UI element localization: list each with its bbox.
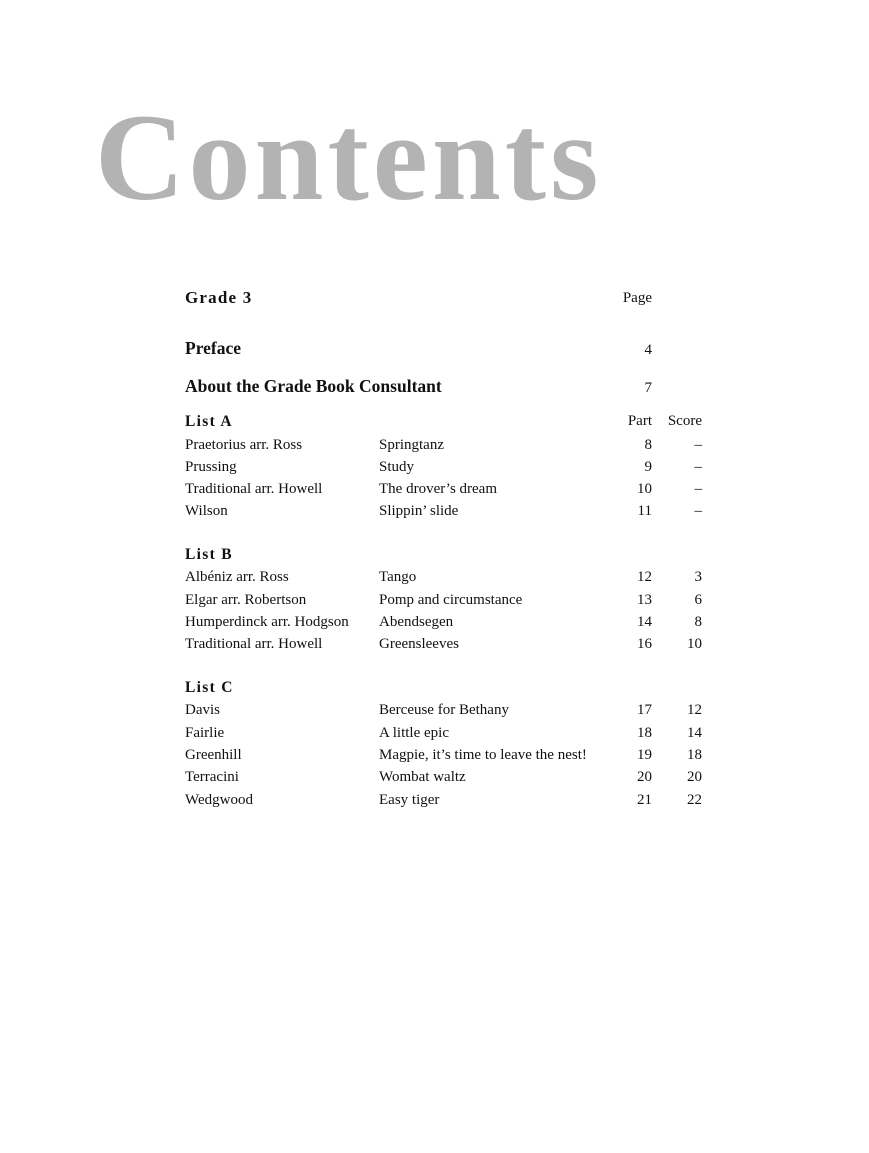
- part-page: 21: [637, 792, 652, 808]
- composer: Traditional arr. Howell: [185, 481, 323, 497]
- piece-title: Slippin’ slide: [379, 503, 459, 519]
- score-page: 6: [694, 592, 702, 608]
- composer: Prussing: [185, 459, 237, 475]
- composer: Greenhill: [185, 747, 242, 763]
- score-page: 10: [687, 636, 702, 652]
- toc-entry-preface[interactable]: Preface: [185, 338, 242, 358]
- part-page: 8: [644, 437, 652, 453]
- score-page: 20: [687, 769, 702, 785]
- part-page: 12: [637, 569, 652, 585]
- composer: Albéniz arr. Ross: [185, 569, 289, 585]
- composer: Humperdinck arr. Hodgson: [185, 614, 349, 630]
- table-row[interactable]: [0, 726, 869, 748]
- composer: Wilson: [185, 503, 228, 519]
- list-heading-a: List A: [185, 413, 233, 430]
- piece-title: Springtanz: [379, 437, 444, 453]
- table-row[interactable]: [0, 460, 869, 482]
- page-column-heading: Page: [622, 290, 652, 306]
- toc-page-consultant: 7: [644, 380, 652, 396]
- score-page: 8: [694, 614, 702, 630]
- toc-entry-consultant[interactable]: About the Grade Book Consultant: [185, 376, 442, 396]
- part-page: 13: [637, 592, 652, 608]
- piece-title: Magpie, it’s time to leave the nest!: [379, 747, 587, 763]
- part-page: 10: [637, 481, 652, 497]
- piece-title: Berceuse for Bethany: [379, 702, 509, 718]
- part-page: 14: [637, 614, 652, 630]
- piece-title: The drover’s dream: [379, 481, 498, 497]
- piece-title: Tango: [379, 569, 417, 585]
- score-page: 14: [687, 725, 702, 741]
- table-row[interactable]: [0, 793, 869, 815]
- list-heading-c: List C: [185, 679, 234, 696]
- table-row[interactable]: [0, 615, 869, 637]
- composer: Praetorius arr. Ross: [185, 437, 303, 453]
- part-page: 19: [637, 747, 652, 763]
- table-row[interactable]: [0, 570, 869, 592]
- page-title: Contents: [95, 89, 603, 226]
- table-row[interactable]: [0, 770, 869, 792]
- part-page: 18: [637, 725, 652, 741]
- score-page: –: [694, 503, 702, 519]
- score-page: –: [694, 437, 702, 453]
- composer: Davis: [185, 702, 220, 718]
- score-column-heading: Score: [667, 413, 702, 429]
- table-row[interactable]: [0, 637, 869, 659]
- composer: Traditional arr. Howell: [185, 636, 323, 652]
- score-page: 12: [687, 702, 702, 718]
- composer: Fairlie: [185, 725, 225, 741]
- part-page: 11: [637, 503, 652, 519]
- piece-title: Easy tiger: [379, 792, 440, 808]
- composer: Terracini: [185, 769, 239, 785]
- table-row[interactable]: [0, 482, 869, 504]
- list-heading-b: List B: [185, 546, 233, 563]
- piece-title: A little epic: [379, 725, 449, 741]
- piece-title: Pomp and circumstance: [379, 592, 523, 608]
- table-row[interactable]: [0, 703, 869, 725]
- score-page: –: [694, 459, 702, 475]
- table-row[interactable]: [0, 748, 869, 770]
- part-page: 9: [644, 459, 652, 475]
- table-row[interactable]: [0, 438, 869, 460]
- score-page: –: [694, 481, 702, 497]
- toc-page-preface: 4: [644, 342, 652, 358]
- composer: Elgar arr. Robertson: [185, 592, 307, 608]
- piece-title: Wombat waltz: [379, 769, 466, 785]
- table-row[interactable]: [0, 593, 869, 615]
- piece-title: Greensleeves: [379, 636, 459, 652]
- score-page: 3: [694, 569, 702, 585]
- part-page: 17: [637, 702, 652, 718]
- table-row[interactable]: [0, 504, 869, 526]
- piece-title: Abendsegen: [379, 614, 454, 630]
- part-column-heading: Part: [627, 413, 652, 429]
- composer: Wedgwood: [185, 792, 253, 808]
- piece-title: Study: [379, 459, 415, 475]
- grade-heading: Grade 3: [185, 288, 253, 307]
- part-page: 20: [637, 769, 652, 785]
- score-page: 22: [687, 792, 702, 808]
- score-page: 18: [687, 747, 702, 763]
- part-page: 16: [637, 636, 652, 652]
